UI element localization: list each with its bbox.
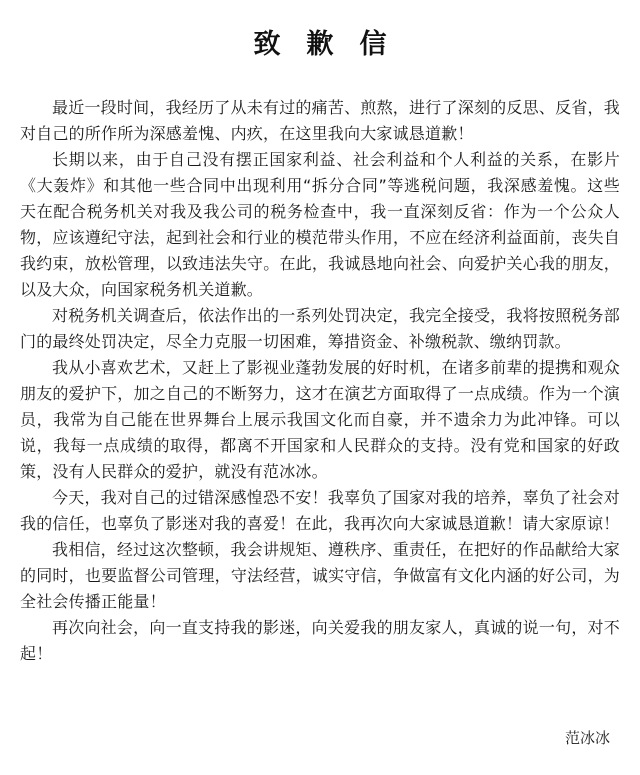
letter-title: 致歉信 [253, 29, 413, 60]
letter-body [20, 95, 620, 667]
paragraph-3: 对税务机关调查后，依法作出的一系列处罚决定，我完全接受，我将按照税务部门的最终处罚决定，尽全力克服一切困难，筹措资金、补缴税款、缴纳罚款。 [20, 306, 620, 351]
paragraph-6: 我相信，经过这次整顿，我会讲规矩、遵秩序、重责任，在把好的作品献给大家的同时，也要监督公司管理，守法经营，诚实守信，争做富有文化内涵的好公司，为全社会传播正能量！ [20, 540, 620, 611]
paragraph-7: 再次向社会，向一直支持我的影迷，向关爱我的朋友家人，真诚的说一句，对不起！ [20, 618, 620, 663]
paragraph-5: 今天，我对自己的过错深感惶恐不安！我辜负了国家对我的培养，辜负了社会对我的信任，也辜负了影迷对我的喜爱！在此，我再次向大家诚恳道歉！请大家原谅！ [20, 488, 620, 533]
paragraph-2: 长期以来，由于自己没有摆正国家利益、社会利益和个人利益的关系，在影片《大轰炸》和其他一些合同中出现利用“拆分合同”等逃税问题，我深感羞愧。这些天在配合税务机关对我及我公司的税务检查中，我一直深刻反省：作为一个公众人物，应该遵纪守法，起到社会和行业的模范带头作用，不应在经济利益面前，丧失自我约束，放松管理，以致违法失守。在此，我诚恳地向社会、向爱护关心我的朋友，以及大众，向国家税务机关道歉。 [20, 150, 620, 299]
signature: 范冰冰 [564, 729, 610, 747]
paragraph-1: 最近一段时间，我经历了从未有过的痛苦、煎熬，进行了深刻的反思、反省，我对自己的所作所为深感羞愧、内疚，在这里我向大家诚恳道歉！ [20, 98, 620, 143]
paragraph-4: 我从小喜欢艺术，又赶上了影视业蓬勃发展的好时机，在诸多前辈的提携和观众朋友的爱护下，加之自己的不断努力，这才在演艺方面取得了一点成绩。作为一个演员，我常为自己能在世界舞台上展示我国文化而自豪，并不遗余力为此冲锋。可以说，我每一点成绩的取得，都离不开国家和人民群众的支持。没有党和国家的好政策，没有人民群众的爱护，就没有范冰冰。 [20, 358, 620, 481]
